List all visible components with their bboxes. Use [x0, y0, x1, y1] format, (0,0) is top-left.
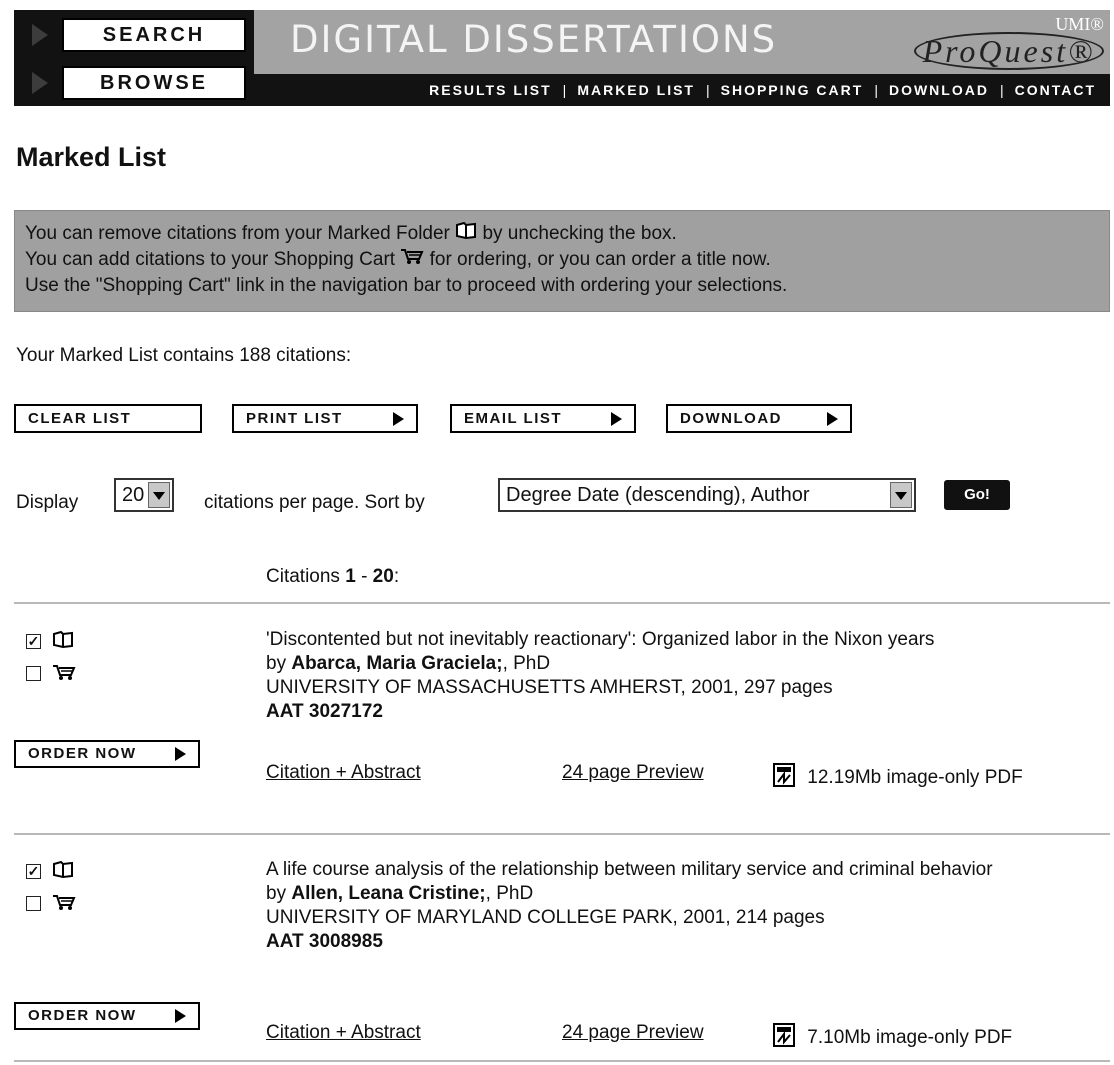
citations-range	[266, 566, 399, 588]
order-now-button[interactable]	[14, 740, 200, 768]
play-arrow-icon	[393, 412, 404, 426]
info-line: Use the "Shopping Cart" link in the navigation bar to proceed with ordering your selections.	[25, 275, 788, 297]
chevron-down-icon[interactable]	[148, 482, 170, 508]
citation-author: Abarca, Maria Graciela;	[291, 653, 503, 674]
play-arrow-icon	[827, 412, 838, 426]
cart-checkbox[interactable]	[26, 896, 41, 911]
pdf-icon	[772, 1022, 796, 1054]
nav-separator: |	[874, 82, 878, 98]
marked-count-text: Your Marked List contains 188 citations:	[16, 345, 352, 366]
page-preview-link[interactable]: 24 page Preview	[562, 1022, 704, 1043]
order-now-label: ORDER NOW	[28, 745, 137, 762]
per-page-value: 20	[122, 484, 145, 506]
citation-aat: AAT 3027172	[266, 701, 383, 722]
email-list-label: EMAIL LIST	[464, 410, 563, 427]
top-nav-bar	[254, 74, 1110, 106]
nav-download[interactable]: DOWNLOAD	[888, 82, 989, 98]
display-label: Display	[16, 492, 79, 513]
folder-icon	[52, 858, 74, 885]
marked-checkbox[interactable]: ✓	[27, 633, 40, 649]
citation-aat: AAT 3008985	[266, 931, 383, 952]
go-button[interactable]: Go!	[944, 480, 1010, 510]
nav-results-list[interactable]: RESULTS LIST	[429, 82, 552, 98]
nav-contact[interactable]: CONTACT	[1014, 82, 1096, 98]
info-line	[25, 221, 1099, 247]
citation-links	[266, 1022, 1106, 1052]
by-text: by	[266, 883, 287, 904]
page-preview-link[interactable]: 24 page Preview	[562, 762, 704, 783]
citation-school: UNIVERSITY OF MASSACHUSETTS AMHERST, 2001, 297 pages	[266, 677, 833, 698]
print-list-label: PRINT LIST	[246, 410, 343, 427]
info-text: You can add citations to your Shopping Cart	[25, 249, 396, 271]
citation-school: UNIVERSITY OF MARYLAND COLLEGE PARK, 2001, 214 pages	[266, 907, 825, 928]
proquest-logo[interactable]	[904, 14, 1104, 70]
citation-author-line	[266, 882, 1106, 906]
citation-row	[14, 628, 1110, 824]
nav-row-search	[14, 12, 254, 58]
site-header	[14, 10, 1110, 108]
arrow-icon	[32, 72, 48, 94]
folder-icon	[52, 628, 74, 655]
citation-details	[266, 858, 1106, 954]
info-text: by unchecking the box.	[482, 223, 677, 245]
shopping-cart-icon	[52, 892, 76, 917]
citation-author: Allen, Leana Cristine;	[291, 883, 486, 904]
marked-checkbox[interactable]: ✓	[27, 863, 40, 879]
folder-icon	[455, 221, 477, 247]
sort-by-value: Degree Date (descending), Author	[506, 484, 810, 506]
play-arrow-icon	[175, 747, 186, 761]
print-list-button[interactable]	[232, 404, 418, 433]
shopping-cart-icon	[52, 662, 76, 687]
by-text: by	[266, 653, 287, 674]
banner-title: DIGITAL DISSERTATIONS	[290, 18, 778, 61]
browse-nav-button[interactable]: BROWSE	[62, 66, 246, 100]
citation-abstract-link[interactable]: Citation + Abstract	[266, 762, 421, 783]
citation-title: 'Discontented but not inevitably reactionary': Organized labor in the Nixon years	[266, 629, 935, 650]
left-nav	[14, 10, 254, 106]
info-text: You can remove citations from your Marked Folder	[25, 223, 450, 245]
page-title: Marked List	[16, 142, 167, 172]
citation-degree: , PhD	[485, 883, 534, 904]
divider	[14, 833, 1110, 835]
citation-details	[266, 628, 1106, 724]
download-button[interactable]	[666, 404, 852, 433]
per-page-text: citations per page. Sort by	[204, 492, 425, 513]
info-text: for ordering, or you can order a title now.	[429, 249, 771, 271]
citation-degree: , PhD	[502, 653, 551, 674]
citation-title: A life course analysis of the relationship between military service and criminal behavior	[266, 859, 993, 880]
proquest-logo-text: ProQuest®	[914, 32, 1104, 70]
divider	[14, 1060, 1110, 1062]
sort-by-select[interactable]	[498, 478, 916, 512]
range-suffix: :	[393, 566, 400, 587]
range-start: 1	[345, 566, 356, 587]
umi-logo-text: UMI®	[1055, 14, 1104, 34]
range-end: 20	[372, 566, 394, 587]
order-now-button[interactable]	[14, 1002, 200, 1030]
play-arrow-icon	[175, 1009, 186, 1023]
clear-list-label: CLEAR LIST	[28, 410, 132, 427]
shopping-cart-icon	[400, 247, 424, 273]
range-dash: -	[361, 566, 368, 587]
nav-shopping-cart[interactable]: SHOPPING CART	[720, 82, 864, 98]
play-arrow-icon	[611, 412, 622, 426]
info-line	[25, 247, 1099, 273]
pdf-download[interactable]	[772, 1022, 1012, 1054]
banner	[254, 10, 1110, 74]
chevron-down-icon[interactable]	[890, 482, 912, 508]
display-sort-row	[16, 474, 1106, 524]
email-list-button[interactable]	[450, 404, 636, 433]
range-prefix: Citations	[266, 566, 340, 587]
nav-separator: |	[999, 82, 1004, 98]
pdf-download[interactable]	[772, 762, 1023, 794]
citation-author-line	[266, 652, 1106, 676]
citation-links	[266, 762, 1106, 792]
pdf-size-text: 12.19Mb image-only PDF	[807, 767, 1023, 789]
per-page-select[interactable]	[114, 478, 174, 512]
pdf-size-text: 7.10Mb image-only PDF	[807, 1027, 1013, 1049]
nav-marked-list[interactable]: MARKED LIST	[577, 82, 695, 98]
order-now-label: ORDER NOW	[28, 1007, 137, 1024]
nav-row-browse	[14, 60, 254, 106]
search-nav-button[interactable]: SEARCH	[62, 18, 246, 52]
divider	[14, 602, 1110, 604]
citation-abstract-link[interactable]: Citation + Abstract	[266, 1022, 421, 1043]
pdf-icon	[772, 762, 796, 794]
citation-row	[14, 858, 1110, 1054]
nav-separator: |	[562, 82, 567, 98]
nav-separator: |	[705, 82, 710, 98]
cart-checkbox[interactable]	[26, 666, 41, 681]
clear-list-button[interactable]	[14, 404, 202, 433]
arrow-icon	[32, 24, 48, 46]
info-box	[14, 210, 1110, 312]
download-label: DOWNLOAD	[680, 410, 782, 427]
